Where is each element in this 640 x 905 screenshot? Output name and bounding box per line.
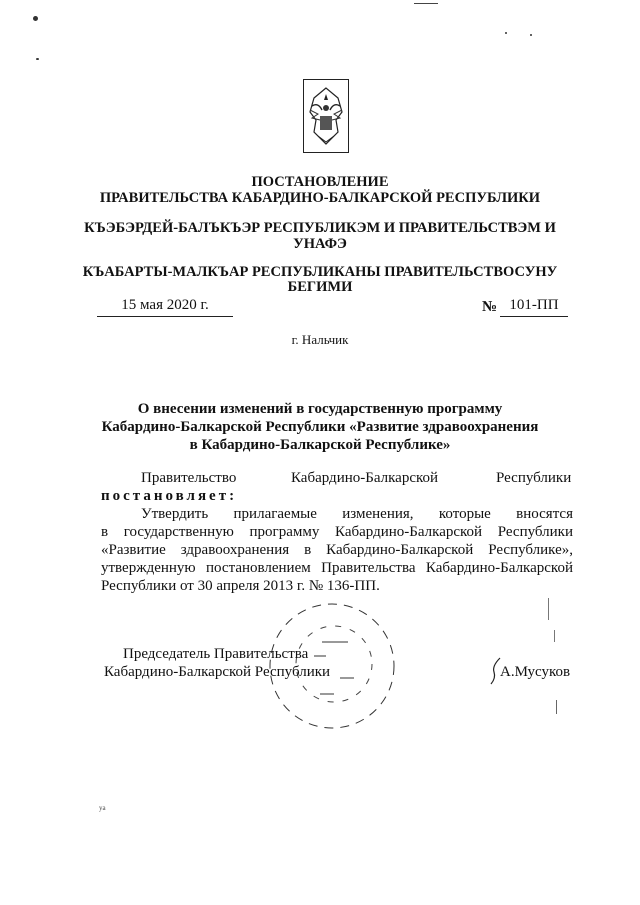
scan-mark: [554, 630, 558, 642]
subject-line1: О внесении изменений в государственную программу: [137, 401, 503, 417]
scan-mark: [548, 598, 553, 620]
body-paragraph-line1: Утвердить прилагаемые изменения, которые вносятся: [141, 506, 573, 522]
issuer-kabardian-line1: КЪЭБЭРДЕЙ-БАЛЪКЪЭР РЕСПУБЛИКЭМ И ПРАВИТЕЛЬСТВЭМ И: [84, 220, 556, 236]
body-word-kbr: Кабардино-Балкарской: [291, 470, 439, 486]
subject-line3: в Кабардино-Балкарской Республике»: [189, 437, 451, 453]
document-type: ПОСТАНОВЛЕНИЕ: [251, 174, 389, 190]
scan-speck: [36, 58, 39, 60]
footer-mark: ya: [99, 804, 106, 812]
issuer-balkar-line2: БЕГИМИ: [287, 279, 353, 295]
signatory-name: А.Мусуков: [500, 664, 571, 680]
subject-line2: Кабардино-Балкарской Республики «Развитие здравоохранения: [101, 419, 539, 435]
issuer-balkar-line1: КЪАБАРТЫ-МАЛКЪАР РЕСПУБЛИКАНЫ ПРАВИТЕЛЬСТВОСУНУ: [82, 264, 558, 280]
scan-speck: [530, 34, 532, 36]
body-paragraph-line3: «Развитие здравоохранения в Кабардино-Балкарской Республике»,: [101, 542, 573, 558]
city: г. Нальчик: [291, 332, 349, 347]
body-paragraph-line5: Республики от 30 апреля 2013 г. № 136-ПП.: [101, 578, 380, 594]
scan-speck: [33, 16, 38, 21]
number-label: №: [482, 299, 498, 315]
signatory-title-line2: Кабардино-Балкарской Республики: [104, 664, 331, 680]
decree-word: постановляет:: [101, 488, 238, 504]
issuer-kabardian-line2: УНАФЭ: [293, 236, 347, 252]
scan-mark: [556, 700, 560, 714]
body-word-government: Правительство: [141, 470, 237, 486]
scan-speck: [505, 32, 507, 34]
document-date: 15 мая 2020 г.: [97, 296, 233, 317]
handwritten-signature: [488, 656, 502, 686]
document-number: 101-ПП: [500, 296, 568, 317]
scan-line: [414, 3, 438, 4]
issuer-russian: ПРАВИТЕЛЬСТВА КАБАРДИНО-БАЛКАРСКОЙ РЕСПУБЛИКИ: [99, 190, 541, 206]
signatory-title-line1: Председатель Правительства: [123, 646, 309, 662]
body-paragraph-line2: в государственную программу Кабардино-Балкарской Республики: [101, 524, 573, 540]
body-word-republic: Республики: [496, 470, 572, 486]
body-paragraph-line4: утвержденную постановлением Правительства Кабардино-Балкарской: [101, 560, 573, 576]
coat-of-arms-emblem: [303, 79, 349, 153]
